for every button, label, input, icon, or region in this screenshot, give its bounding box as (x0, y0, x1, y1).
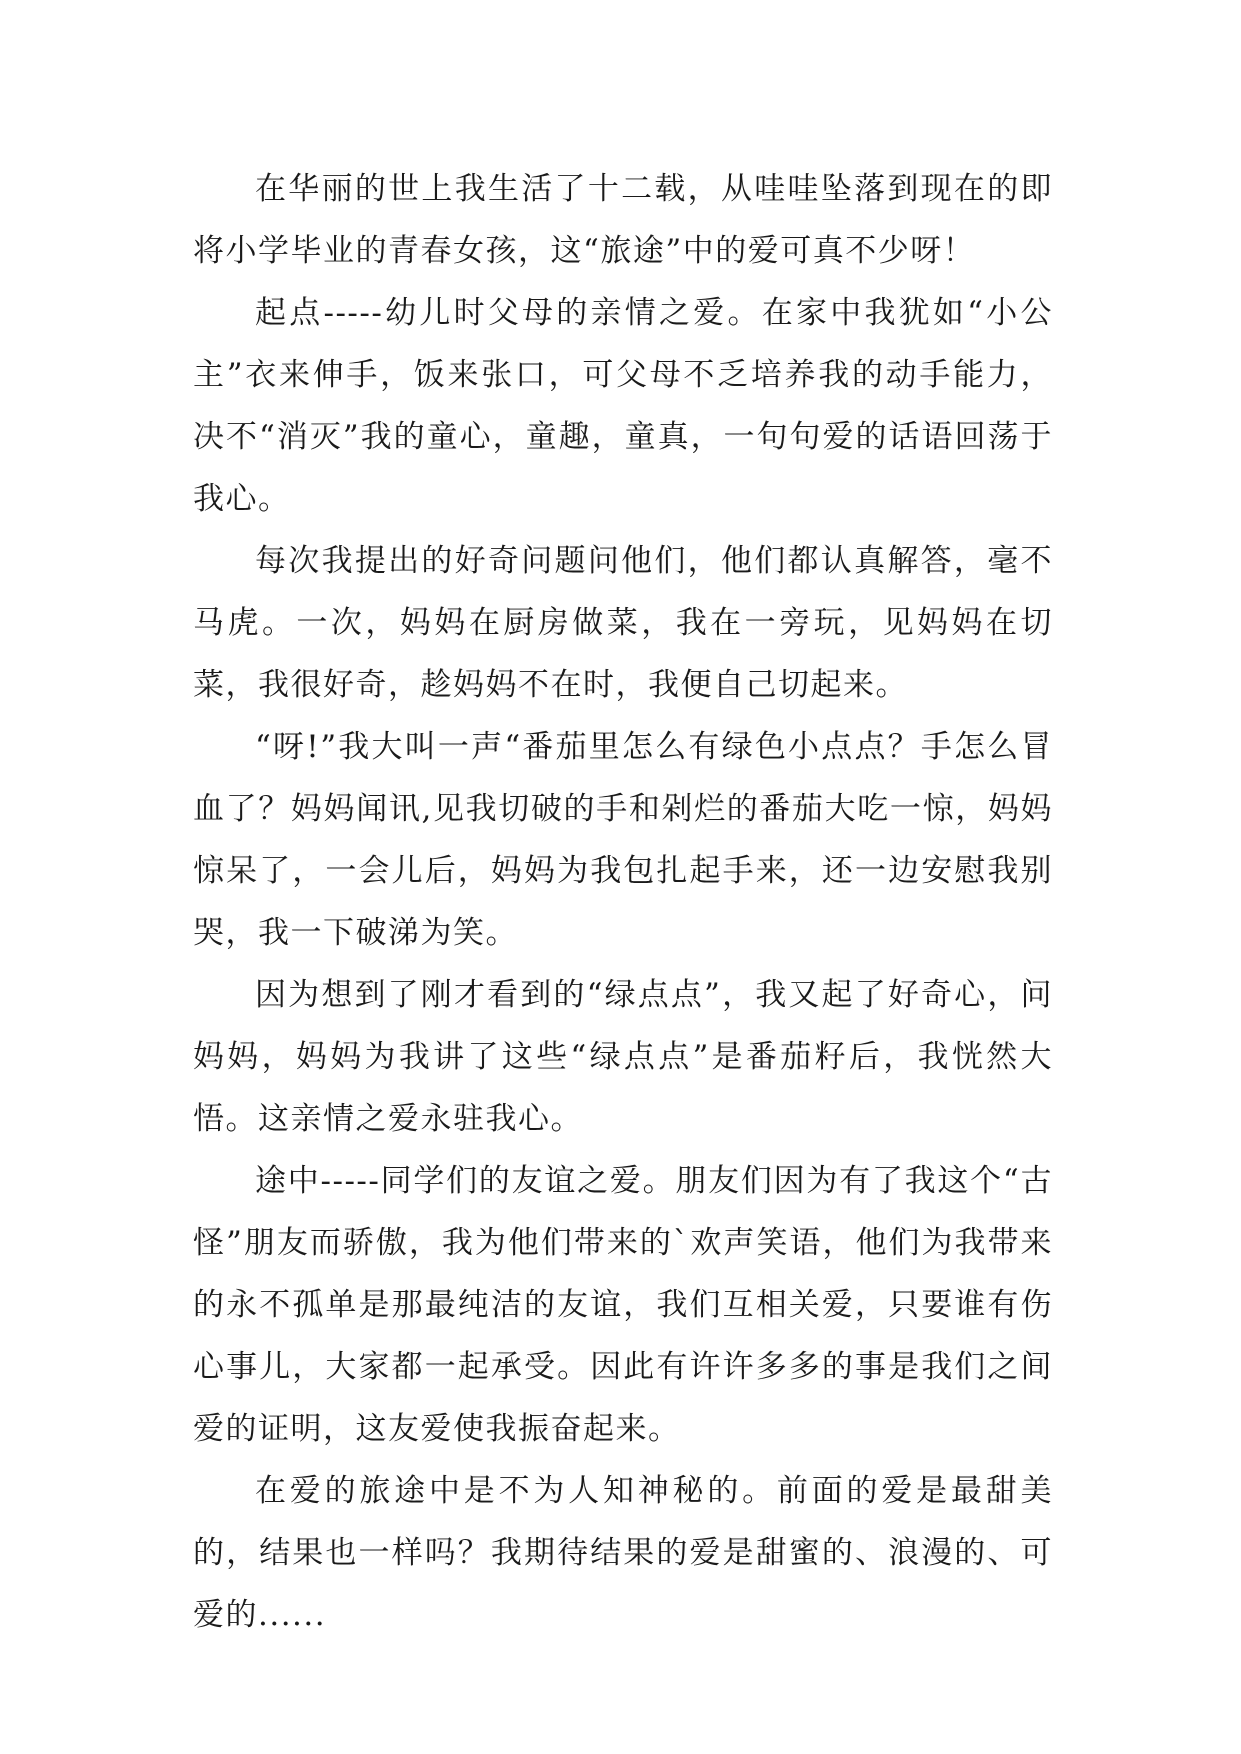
paragraph-6: 途中-----同学们的友谊之爱。朋友们因为有了我这个“古怪”朋友而骄傲，我为他们带来的`欢声笑语，他们为我带来的永不孤单是那最纯洁的友谊，我们互相关爱，只要谁有伤心事儿，大家都一起承受。因此有许许多多的事是我们之间爱的证明，这友爱使我振奋起来。 (193, 1163, 1053, 1447)
paragraph-1: 在华丽的世上我生活了十二载，从哇哇坠落到现在的即将小学毕业的青春女孩，这“旅途”中的爱可真不少呀！ (193, 171, 1053, 269)
paragraph-5: 因为想到了刚才看到的“绿点点”，我又起了好奇心，问妈妈，妈妈为我讲了这些“绿点点”是番茄籽后，我恍然大悟。这亲情之爱永驻我心。 (193, 977, 1053, 1137)
paragraph-4: “呀!”我大叫一声“番茄里怎么有绿色小点点？手怎么冒血了？妈妈闻讯,见我切破的手和剁烂的番茄大吃一惊，妈妈惊呆了，一会儿后，妈妈为我包扎起手来，还一边安慰我别哭，我一下破涕为笑。 (193, 729, 1053, 951)
paragraph-7: 在爱的旅途中是不为人知神秘的。前面的爱是最甜美的，结果也一样吗？我期待结果的爱是甜蜜的、浪漫的、可爱的...... (193, 1473, 1053, 1633)
paragraph-2: 起点-----幼儿时父母的亲情之爱。在家中我犹如“小公主”衣来伸手，饭来张口，可父母不乏培养我的动手能力，决不“消灭”我的童心，童趣，童真，一句句爱的话语回荡于我心。 (193, 295, 1053, 517)
essay-body (193, 158, 1053, 1646)
paragraph-3: 每次我提出的好奇问题问他们，他们都认真解答，毫不马虎。一次，妈妈在厨房做菜，我在一旁玩，见妈妈在切菜，我很好奇，趁妈妈不在时，我便自己切起来。 (193, 543, 1053, 703)
